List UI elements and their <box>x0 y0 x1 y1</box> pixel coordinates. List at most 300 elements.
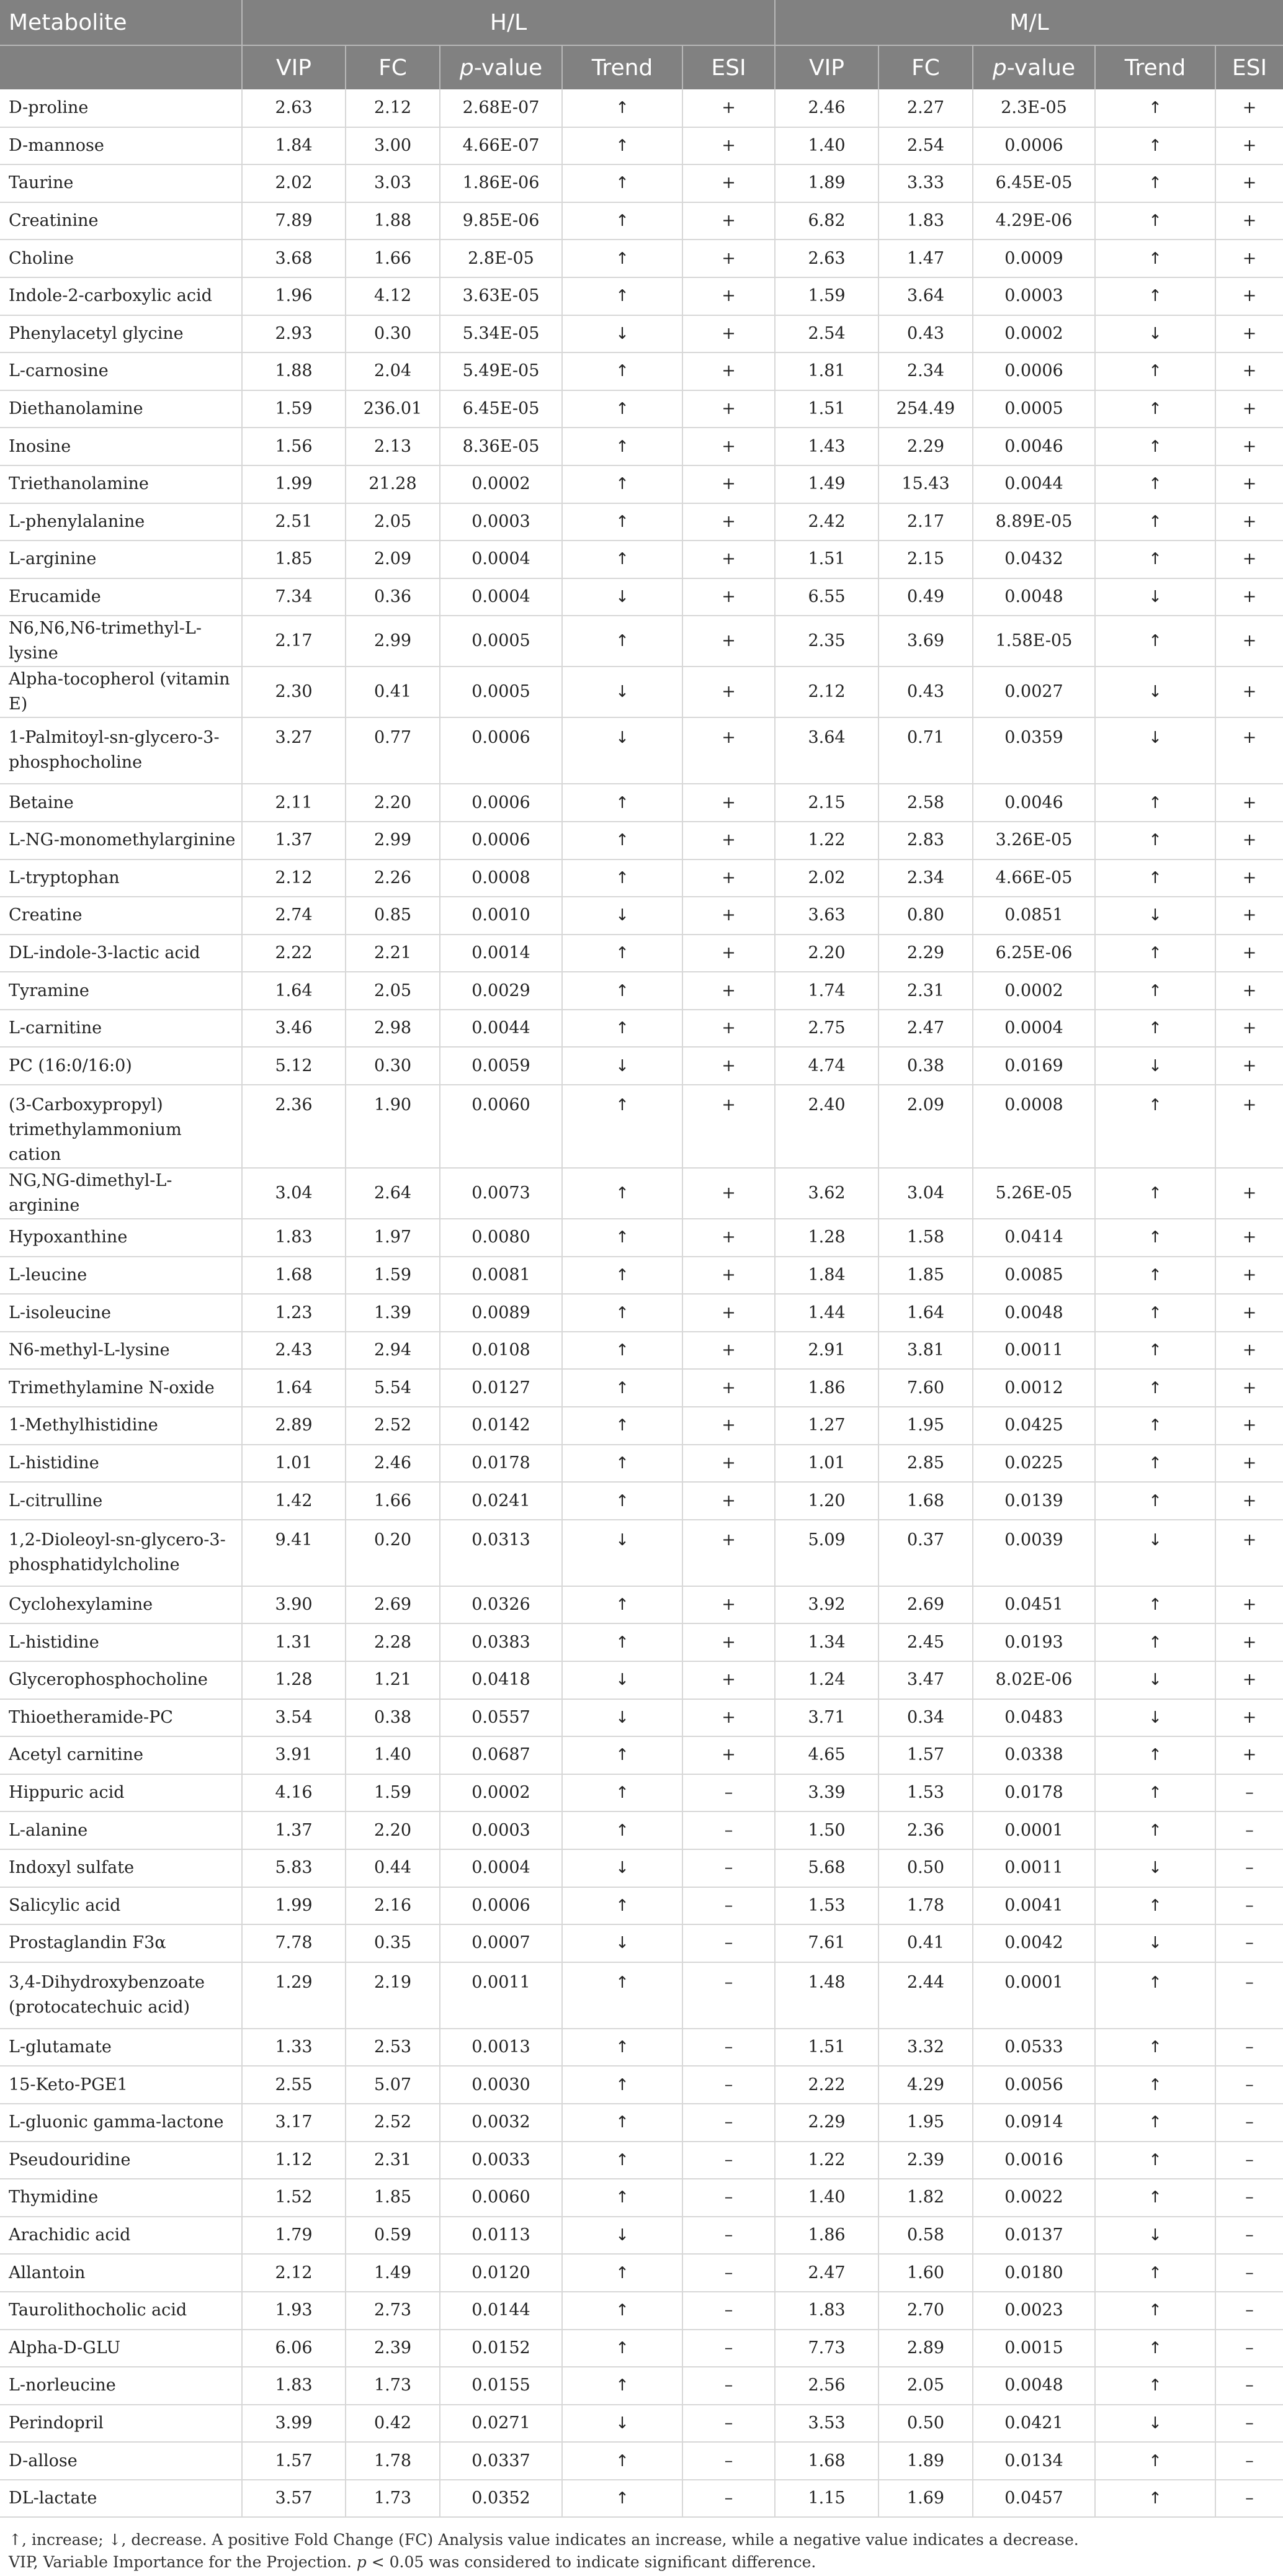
hl-vip-cell: 1.52 <box>242 2179 346 2217</box>
table-row <box>0 1962 1283 2029</box>
hl-esi-cell: + <box>682 1407 775 1445</box>
hl-vip-cell: 1.85 <box>242 541 346 578</box>
ml-esi-cell: + <box>1215 315 1283 353</box>
hl-pvalue-cell: 0.0144 <box>440 2292 562 2330</box>
ml-pvalue-cell: 0.0425 <box>973 1407 1095 1445</box>
metabolite-name: Alpha-tocopherol (vitamin E) <box>0 666 242 717</box>
ml-fc-cell: 15.43 <box>878 465 973 503</box>
ml-vip-cell: 6.55 <box>775 578 878 616</box>
hl-esi-cell: + <box>682 1294 775 1332</box>
hl-fc-cell: 2.20 <box>346 784 440 822</box>
ml-pvalue-cell: 6.25E-06 <box>973 935 1095 972</box>
ml-esi-cell: + <box>1215 1520 1283 1586</box>
table-row <box>0 541 1283 578</box>
ml-fc-cell: 2.58 <box>878 784 973 822</box>
ml-vip-cell: 2.56 <box>775 2367 878 2405</box>
hl-fc-cell: 0.77 <box>346 717 440 784</box>
ml-esi-cell: – <box>1215 2066 1283 2104</box>
hl-vip-cell: 1.88 <box>242 352 346 390</box>
ml-esi-cell: – <box>1215 2142 1283 2179</box>
ml-pvalue-cell: 0.0044 <box>973 465 1095 503</box>
metabolite-name: 1,2-Dioleoyl-sn-glycero-3-phosphatidylcholine <box>0 1520 242 1586</box>
ml-pvalue-cell: 0.0056 <box>973 2066 1095 2104</box>
hl-pvalue-cell: 0.0113 <box>440 2217 562 2255</box>
hl-esi-cell: + <box>682 1332 775 1370</box>
hl-esi-cell: + <box>682 1047 775 1085</box>
metabolite-name: Trimethylamine N-oxide <box>0 1369 242 1407</box>
hl-fc-cell: 0.30 <box>346 1047 440 1085</box>
hl-esi-cell: + <box>682 616 775 666</box>
table-row <box>0 2405 1283 2443</box>
hl-pvalue-cell: 4.66E-07 <box>440 127 562 165</box>
metabolite-name: NG,NG-dimethyl-L-arginine <box>0 1168 242 1219</box>
table-row <box>0 1047 1283 1085</box>
hl-fc-cell: 2.99 <box>346 616 440 666</box>
ml-pvalue-cell: 0.0042 <box>973 1924 1095 1962</box>
hl-esi-cell: + <box>682 89 775 127</box>
ml-pvalue-cell: 0.0009 <box>973 240 1095 277</box>
hl-trend-cell: ↑ <box>562 352 682 390</box>
hl-vip-cell: 7.78 <box>242 1924 346 1962</box>
hl-trend-cell: ↓ <box>562 2405 682 2443</box>
hl-trend-cell: ↓ <box>562 1849 682 1887</box>
ml-trend-cell: ↓ <box>1095 2217 1215 2255</box>
ml-esi-cell: + <box>1215 897 1283 935</box>
ml-trend-cell: ↑ <box>1095 1332 1215 1370</box>
ml-fc-cell: 0.50 <box>878 2405 973 2443</box>
ml-pvalue-cell: 0.0022 <box>973 2179 1095 2217</box>
ml-pvalue-cell: 0.0023 <box>973 2292 1095 2330</box>
table-row <box>0 1219 1283 1257</box>
hl-esi-cell: + <box>682 666 775 717</box>
ml-pvalue-cell: 0.0006 <box>973 127 1095 165</box>
ml-esi-cell: + <box>1215 1407 1283 1445</box>
hl-esi-cell: – <box>682 1811 775 1849</box>
ml-trend-cell: ↑ <box>1095 2292 1215 2330</box>
header-row-groups <box>0 0 1283 45</box>
ml-pvalue-cell: 0.0225 <box>973 1445 1095 1483</box>
ml-esi-cell: + <box>1215 1294 1283 1332</box>
ml-trend-cell: ↑ <box>1095 972 1215 1010</box>
hl-pvalue-cell: 5.49E-05 <box>440 352 562 390</box>
hl-fc-cell: 2.19 <box>346 1962 440 2029</box>
hl-vip-cell: 2.22 <box>242 935 346 972</box>
hl-pvalue-cell: 0.0152 <box>440 2330 562 2367</box>
ml-fc-cell: 3.33 <box>878 164 973 202</box>
metabolite-name: Arachidic acid <box>0 2217 242 2255</box>
ml-pvalue-cell: 0.0046 <box>973 784 1095 822</box>
ml-trend-cell: ↑ <box>1095 1168 1215 1219</box>
hl-vip-cell: 2.12 <box>242 2254 346 2292</box>
hl-esi-cell: – <box>682 1849 775 1887</box>
table-row <box>0 240 1283 277</box>
ml-trend-cell: ↑ <box>1095 2179 1215 2217</box>
ml-esi-cell: + <box>1215 1736 1283 1774</box>
ml-fc-cell: 2.39 <box>878 2142 973 2179</box>
metabolite-name: L-carnitine <box>0 1010 242 1048</box>
ml-trend-cell: ↑ <box>1095 1407 1215 1445</box>
ml-pvalue-cell: 0.0180 <box>973 2254 1095 2292</box>
ml-trend-cell: ↑ <box>1095 2330 1215 2367</box>
hl-vip-cell: 3.99 <box>242 2405 346 2443</box>
hl-fc-cell: 1.73 <box>346 2367 440 2405</box>
hl-vip-cell: 5.12 <box>242 1047 346 1085</box>
hl-vip-cell: 2.93 <box>242 315 346 353</box>
ml-esi-cell: – <box>1215 1887 1283 1925</box>
ml-vip-cell: 2.20 <box>775 935 878 972</box>
header-metabolite: Metabolite <box>0 0 242 45</box>
hl-pvalue-cell: 0.0004 <box>440 541 562 578</box>
metabolite-name: Indoxyl sulfate <box>0 1849 242 1887</box>
ml-esi-cell: + <box>1215 127 1283 165</box>
table-row <box>0 666 1283 717</box>
table-row <box>0 2254 1283 2292</box>
hl-vip-cell: 1.28 <box>242 1661 346 1699</box>
hl-vip-cell: 2.30 <box>242 666 346 717</box>
ml-pvalue-cell: 0.0005 <box>973 390 1095 428</box>
hl-fc-cell: 1.73 <box>346 2480 440 2518</box>
header-ml-fc: FC <box>878 45 973 89</box>
ml-esi-cell: + <box>1215 352 1283 390</box>
ml-esi-cell: + <box>1215 390 1283 428</box>
hl-pvalue-cell: 0.0059 <box>440 1047 562 1085</box>
hl-trend-cell: ↑ <box>562 2292 682 2330</box>
hl-vip-cell: 2.74 <box>242 897 346 935</box>
hl-fc-cell: 2.13 <box>346 428 440 465</box>
hl-fc-cell: 2.53 <box>346 2029 440 2067</box>
table-row <box>0 1332 1283 1370</box>
ml-trend-cell: ↑ <box>1095 616 1215 666</box>
ml-trend-cell: ↓ <box>1095 315 1215 353</box>
hl-pvalue-cell: 6.45E-05 <box>440 390 562 428</box>
ml-fc-cell: 2.36 <box>878 1811 973 1849</box>
hl-fc-cell: 2.26 <box>346 859 440 897</box>
ml-trend-cell: ↑ <box>1095 202 1215 240</box>
ml-fc-cell: 1.83 <box>878 202 973 240</box>
hl-trend-cell: ↑ <box>562 89 682 127</box>
hl-esi-cell: – <box>682 1962 775 2029</box>
metabolite-name: Phenylacetyl glycine <box>0 315 242 353</box>
ml-vip-cell: 2.54 <box>775 315 878 353</box>
ml-fc-cell: 1.47 <box>878 240 973 277</box>
hl-vip-cell: 1.99 <box>242 1887 346 1925</box>
ml-trend-cell: ↑ <box>1095 2104 1215 2142</box>
hl-trend-cell: ↑ <box>562 1586 682 1624</box>
hl-trend-cell: ↓ <box>562 315 682 353</box>
footnote-definitions: VIP, Variable Importance for the Projection. p < 0.05 was considered to indicate significant difference. <box>9 2553 816 2572</box>
hl-esi-cell: + <box>682 1219 775 1257</box>
metabolite-name: L-tryptophan <box>0 859 242 897</box>
hl-esi-cell: – <box>682 2405 775 2443</box>
hl-vip-cell: 1.99 <box>242 465 346 503</box>
hl-pvalue-cell: 9.85E-06 <box>440 202 562 240</box>
metabolite-name: Alpha-D-GLU <box>0 2330 242 2367</box>
table-row <box>0 1482 1283 1520</box>
hl-fc-cell: 0.85 <box>346 897 440 935</box>
hl-fc-cell: 2.99 <box>346 822 440 859</box>
ml-pvalue-cell: 0.0001 <box>973 1811 1095 1849</box>
hl-trend-cell: ↑ <box>562 1168 682 1219</box>
footnote-legend: ↑, increase; ↓, decrease. A positive Fold Change (FC) Analysis value indicates an increase, while a negative value indicates a decrease. <box>9 2531 1079 2549</box>
ml-esi-cell: + <box>1215 1332 1283 1370</box>
hl-trend-cell: ↑ <box>562 1887 682 1925</box>
table-row <box>0 1586 1283 1624</box>
ml-trend-cell: ↑ <box>1095 1962 1215 2029</box>
hl-esi-cell: + <box>682 1085 775 1168</box>
ml-trend-cell: ↑ <box>1095 503 1215 541</box>
table-row <box>0 202 1283 240</box>
ml-esi-cell: – <box>1215 2292 1283 2330</box>
table-row <box>0 2142 1283 2179</box>
ml-esi-cell: + <box>1215 666 1283 717</box>
ml-pvalue-cell: 0.0085 <box>973 1257 1095 1295</box>
hl-fc-cell: 0.44 <box>346 1849 440 1887</box>
ml-pvalue-cell: 0.0002 <box>973 315 1095 353</box>
hl-trend-cell: ↑ <box>562 784 682 822</box>
ml-esi-cell: – <box>1215 1924 1283 1962</box>
hl-pvalue-cell: 0.0005 <box>440 666 562 717</box>
ml-trend-cell: ↓ <box>1095 666 1215 717</box>
ml-fc-cell: 0.71 <box>878 717 973 784</box>
ml-fc-cell: 3.32 <box>878 2029 973 2067</box>
ml-trend-cell: ↑ <box>1095 1736 1215 1774</box>
ml-trend-cell: ↑ <box>1095 784 1215 822</box>
ml-fc-cell: 2.05 <box>878 2367 973 2405</box>
hl-fc-cell: 2.31 <box>346 2142 440 2179</box>
metabolite-name: L-carnosine <box>0 352 242 390</box>
ml-esi-cell: – <box>1215 1849 1283 1887</box>
ml-fc-cell: 0.41 <box>878 1924 973 1962</box>
ml-fc-cell: 1.89 <box>878 2442 973 2480</box>
ml-pvalue-cell: 3.26E-05 <box>973 822 1095 859</box>
ml-esi-cell: – <box>1215 1811 1283 1849</box>
ml-fc-cell: 3.64 <box>878 277 973 315</box>
metabolite-name: Cyclohexylamine <box>0 1586 242 1624</box>
ml-fc-cell: 1.95 <box>878 2104 973 2142</box>
hl-fc-cell: 1.78 <box>346 2442 440 2480</box>
ml-fc-cell: 2.34 <box>878 352 973 390</box>
hl-trend-cell: ↑ <box>562 1774 682 1812</box>
ml-vip-cell: 2.42 <box>775 503 878 541</box>
metabolite-name: L-histidine <box>0 1445 242 1483</box>
table-row <box>0 1887 1283 1925</box>
header-hl-esi: ESI <box>682 45 775 89</box>
hl-fc-cell: 1.21 <box>346 1661 440 1699</box>
ml-pvalue-cell: 0.0851 <box>973 897 1095 935</box>
ml-vip-cell: 1.59 <box>775 277 878 315</box>
hl-trend-cell: ↑ <box>562 2254 682 2292</box>
hl-trend-cell: ↓ <box>562 1699 682 1737</box>
ml-trend-cell: ↑ <box>1095 164 1215 202</box>
hl-fc-cell: 0.35 <box>346 1924 440 1962</box>
hl-vip-cell: 3.57 <box>242 2480 346 2518</box>
hl-esi-cell: – <box>682 2292 775 2330</box>
hl-esi-cell: – <box>682 2217 775 2255</box>
hl-fc-cell: 2.09 <box>346 541 440 578</box>
hl-vip-cell: 9.41 <box>242 1520 346 1586</box>
ml-vip-cell: 3.39 <box>775 1774 878 1812</box>
hl-esi-cell: + <box>682 784 775 822</box>
ml-vip-cell: 1.24 <box>775 1661 878 1699</box>
metabolite-name: L-NG-monomethylarginine <box>0 822 242 859</box>
hl-esi-cell: – <box>682 1774 775 1812</box>
table-row <box>0 2480 1283 2518</box>
ml-vip-cell: 4.74 <box>775 1047 878 1085</box>
ml-esi-cell: + <box>1215 1445 1283 1483</box>
ml-trend-cell: ↓ <box>1095 717 1215 784</box>
ml-vip-cell: 2.63 <box>775 240 878 277</box>
hl-fc-cell: 0.38 <box>346 1699 440 1737</box>
ml-fc-cell: 0.50 <box>878 1849 973 1887</box>
hl-esi-cell: – <box>682 2442 775 2480</box>
hl-pvalue-cell: 0.0006 <box>440 1887 562 1925</box>
metabolite-name: N6,N6,N6-trimethyl-L-lysine <box>0 616 242 666</box>
hl-esi-cell: + <box>682 859 775 897</box>
hl-esi-cell: – <box>682 2330 775 2367</box>
hl-pvalue-cell: 2.68E-07 <box>440 89 562 127</box>
ml-esi-cell: + <box>1215 240 1283 277</box>
metabolite-name: Thymidine <box>0 2179 242 2217</box>
hl-esi-cell: + <box>682 1520 775 1586</box>
hl-vip-cell: 1.59 <box>242 390 346 428</box>
ml-trend-cell: ↑ <box>1095 240 1215 277</box>
ml-fc-cell: 0.37 <box>878 1520 973 1586</box>
hl-trend-cell: ↑ <box>562 127 682 165</box>
hl-fc-cell: 1.97 <box>346 1219 440 1257</box>
table-row <box>0 2066 1283 2104</box>
metabolite-name: D-proline <box>0 89 242 127</box>
ml-fc-cell: 4.29 <box>878 2066 973 2104</box>
ml-vip-cell: 1.51 <box>775 541 878 578</box>
ml-esi-cell: + <box>1215 578 1283 616</box>
ml-pvalue-cell: 0.0483 <box>973 1699 1095 1737</box>
ml-trend-cell: ↓ <box>1095 1924 1215 1962</box>
hl-vip-cell: 3.90 <box>242 1586 346 1624</box>
hl-vip-cell: 1.83 <box>242 2367 346 2405</box>
ml-fc-cell: 0.58 <box>878 2217 973 2255</box>
hl-fc-cell: 2.16 <box>346 1887 440 1925</box>
ml-trend-cell: ↑ <box>1095 1010 1215 1048</box>
ml-fc-cell: 1.57 <box>878 1736 973 1774</box>
hl-trend-cell: ↑ <box>562 2104 682 2142</box>
hl-pvalue-cell: 0.0032 <box>440 2104 562 2142</box>
hl-trend-cell: ↓ <box>562 717 682 784</box>
ml-vip-cell: 2.91 <box>775 1332 878 1370</box>
table-body <box>0 89 1283 2517</box>
ml-pvalue-cell: 0.0914 <box>973 2104 1095 2142</box>
ml-trend-cell: ↑ <box>1095 822 1215 859</box>
ml-pvalue-cell: 0.0048 <box>973 1294 1095 1332</box>
ml-fc-cell: 1.53 <box>878 1774 973 1812</box>
table-row <box>0 2442 1283 2480</box>
hl-trend-cell: ↑ <box>562 503 682 541</box>
ml-fc-cell: 2.29 <box>878 935 973 972</box>
ml-esi-cell: + <box>1215 1623 1283 1661</box>
hl-vip-cell: 1.31 <box>242 1623 346 1661</box>
ml-pvalue-cell: 2.3E-05 <box>973 89 1095 127</box>
hl-esi-cell: – <box>682 1887 775 1925</box>
hl-trend-cell: ↑ <box>562 465 682 503</box>
header-blank <box>0 45 242 89</box>
hl-trend-cell: ↑ <box>562 1407 682 1445</box>
ml-trend-cell: ↑ <box>1095 859 1215 897</box>
hl-pvalue-cell: 0.0003 <box>440 1811 562 1849</box>
ml-pvalue-cell: 0.0414 <box>973 1219 1095 1257</box>
hl-esi-cell: + <box>682 1482 775 1520</box>
ml-vip-cell: 1.44 <box>775 1294 878 1332</box>
hl-pvalue-cell: 0.0002 <box>440 1774 562 1812</box>
ml-fc-cell: 3.47 <box>878 1661 973 1699</box>
hl-vip-cell: 1.29 <box>242 1962 346 2029</box>
ml-pvalue-cell: 0.0011 <box>973 1849 1095 1887</box>
hl-pvalue-cell: 0.0030 <box>440 2066 562 2104</box>
ml-vip-cell: 2.47 <box>775 2254 878 2292</box>
header-ml-pvalue: p-value <box>973 45 1095 89</box>
ml-esi-cell: + <box>1215 1661 1283 1699</box>
ml-vip-cell: 2.29 <box>775 2104 878 2142</box>
hl-vip-cell: 1.37 <box>242 1811 346 1849</box>
ml-vip-cell: 1.68 <box>775 2442 878 2480</box>
hl-fc-cell: 4.12 <box>346 277 440 315</box>
hl-pvalue-cell: 0.0060 <box>440 1085 562 1168</box>
hl-trend-cell: ↑ <box>562 541 682 578</box>
ml-fc-cell: 2.17 <box>878 503 973 541</box>
ml-esi-cell: + <box>1215 1047 1283 1085</box>
ml-trend-cell: ↑ <box>1095 352 1215 390</box>
hl-fc-cell: 2.73 <box>346 2292 440 2330</box>
hl-vip-cell: 3.68 <box>242 240 346 277</box>
table-row <box>0 784 1283 822</box>
hl-fc-cell: 2.20 <box>346 1811 440 1849</box>
table-row <box>0 2330 1283 2367</box>
header-ml-esi: ESI <box>1215 45 1283 89</box>
ml-pvalue-cell: 0.0046 <box>973 428 1095 465</box>
metabolite-name: N6-methyl-L-lysine <box>0 1332 242 1370</box>
hl-vip-cell: 1.33 <box>242 2029 346 2067</box>
ml-trend-cell: ↑ <box>1095 541 1215 578</box>
ml-vip-cell: 4.65 <box>775 1736 878 1774</box>
hl-pvalue-cell: 0.0003 <box>440 503 562 541</box>
ml-esi-cell: + <box>1215 465 1283 503</box>
ml-vip-cell: 3.71 <box>775 1699 878 1737</box>
hl-esi-cell: – <box>682 2367 775 2405</box>
hl-trend-cell: ↑ <box>562 1962 682 2029</box>
ml-trend-cell: ↑ <box>1095 127 1215 165</box>
hl-trend-cell: ↑ <box>562 2442 682 2480</box>
hl-esi-cell: + <box>682 503 775 541</box>
hl-trend-cell: ↓ <box>562 1661 682 1699</box>
table-row <box>0 1736 1283 1774</box>
hl-trend-cell: ↑ <box>562 2142 682 2179</box>
ml-pvalue-cell: 0.0048 <box>973 2367 1095 2405</box>
ml-fc-cell: 0.38 <box>878 1047 973 1085</box>
hl-vip-cell: 1.37 <box>242 822 346 859</box>
hl-trend-cell: ↑ <box>562 1294 682 1332</box>
hl-fc-cell: 3.03 <box>346 164 440 202</box>
hl-pvalue-cell: 0.0418 <box>440 1661 562 1699</box>
ml-trend-cell: ↑ <box>1095 1219 1215 1257</box>
hl-vip-cell: 1.57 <box>242 2442 346 2480</box>
metabolite-name: Taurine <box>0 164 242 202</box>
ml-vip-cell: 1.89 <box>775 164 878 202</box>
hl-vip-cell: 2.43 <box>242 1332 346 1370</box>
hl-esi-cell: + <box>682 822 775 859</box>
ml-pvalue-cell: 8.02E-06 <box>973 1661 1095 1699</box>
table-row <box>0 972 1283 1010</box>
hl-pvalue-cell: 0.0044 <box>440 1010 562 1048</box>
hl-pvalue-cell: 0.0002 <box>440 465 562 503</box>
hl-fc-cell: 0.36 <box>346 578 440 616</box>
